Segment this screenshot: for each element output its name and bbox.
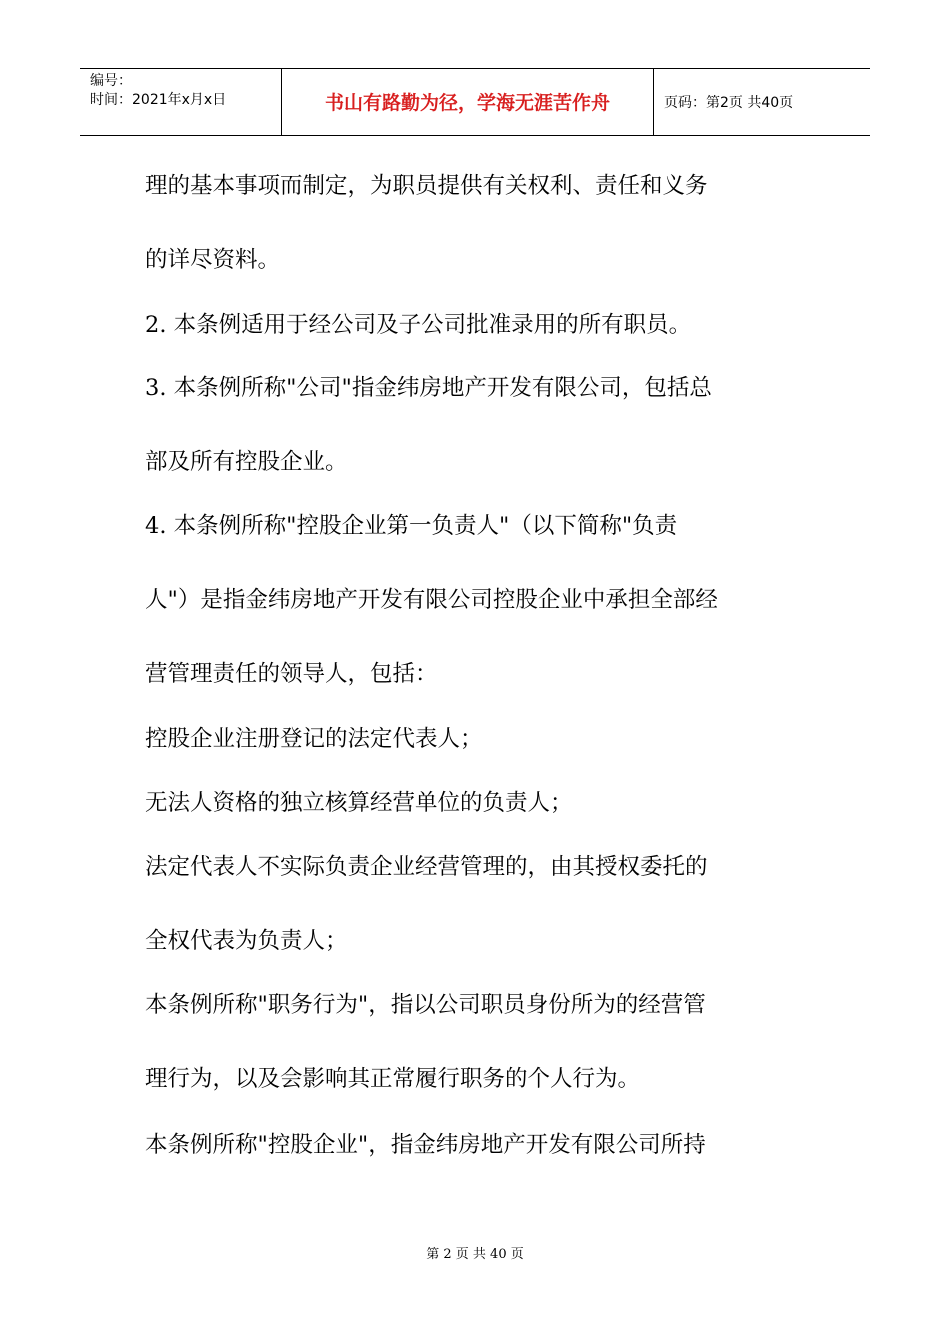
body-line: 理的基本事项而制定，为职员提供有关权利、责任和义务 [145,173,708,199]
body-line: 的详尽资料。 [145,247,281,273]
body-line: 人"）是指金纬房地产开发有限公司控股企业中承担全部经 [145,587,718,613]
body-line: 无法人资格的独立核算经营单位的负责人； [145,790,573,816]
body-line: 控股企业注册登记的法定代表人； [145,726,483,752]
body-line: 全权代表为负责人； [145,928,348,954]
body-line: 法定代表人不实际负责企业经营管理的，由其授权委托的 [145,854,708,880]
body-line: 部及所有控股企业。 [145,449,348,475]
page-footer: 第 2 页 共 40 页 [426,1247,524,1262]
body-line: 2. 本条例适用于经公司及子公司批准录用的所有职员。 [145,312,692,338]
body-line: 营管理责任的领导人，包括： [145,661,438,687]
header-page-cell [654,69,870,135]
header-page-info: 页码：第2页 共40页 [664,95,794,111]
header-motto-cell [282,69,654,135]
header-info-cell [80,69,282,135]
body-line: 3. 本条例所称"公司"指金纬房地产开发有限公司，包括总 [145,375,712,401]
document-number-label: 编号： [90,73,132,89]
body-line: 4. 本条例所称"控股企业第一负责人"（以下简称"负责 [145,513,678,539]
document-date-label: 时间：2021年x月x日 [90,92,227,108]
body-line: 理行为，以及会影响其正常履行职务的个人行为。 [145,1066,641,1092]
header-motto: 书山有路勤为径，学海无涯苦作舟 [324,92,610,114]
body-line: 本条例所称"职务行为"，指以公司职员身份所为的经营管 [145,992,706,1018]
document-header [80,68,870,136]
body-line: 本条例所称"控股企业"，指金纬房地产开发有限公司所持 [145,1132,706,1158]
